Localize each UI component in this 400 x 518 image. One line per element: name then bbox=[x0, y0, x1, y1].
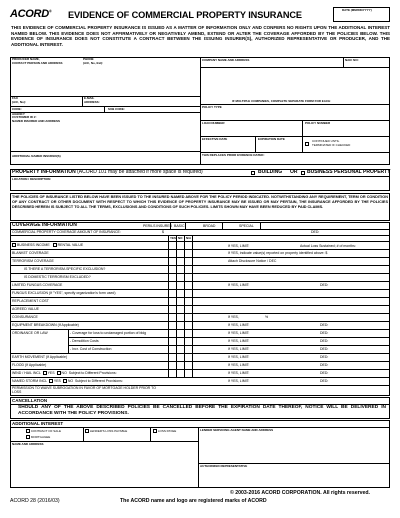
phone-label: PHONE bbox=[83, 57, 94, 61]
agreed-value-label: AGREED VALUE bbox=[12, 307, 39, 311]
fungus-ded-label: DED: bbox=[320, 283, 329, 287]
equipment-ded-label: DED: bbox=[320, 323, 329, 327]
special-label: SPECIAL bbox=[239, 224, 254, 228]
mortgagee-checkbox[interactable] bbox=[26, 435, 30, 439]
ordinance-undamaged-label: - Coverage for loss to undamaged portion of bldg bbox=[70, 331, 147, 335]
wind-hail-row bbox=[12, 371, 117, 375]
naic-label: NAIC NO: bbox=[345, 58, 359, 62]
contact-person-label: CONTACT PERSON AND ADDRESS bbox=[12, 60, 63, 65]
bpp-checkbox[interactable] bbox=[301, 171, 305, 175]
phone-ext-label: (A/C, No, Ext): bbox=[83, 60, 104, 65]
effective-date-label: EFFECTIVE DATE bbox=[202, 137, 228, 141]
code-label: CODE: bbox=[12, 107, 22, 111]
contract-sale-label: CONTRACT OF SALE bbox=[30, 428, 61, 433]
earth-ded-label: DED: bbox=[320, 355, 329, 359]
form-number: ACORD 28 (2016/03) bbox=[10, 498, 60, 504]
additional-named-insured-label: ADDITIONAL NAMED INSURED(S) bbox=[12, 154, 61, 158]
coinsurance-label: COINSURANCE bbox=[12, 315, 38, 319]
mortgagee-option bbox=[26, 435, 50, 439]
expiration-date-label: EXPIRATION DATE bbox=[258, 137, 285, 141]
storm-no-checkbox[interactable] bbox=[63, 379, 67, 383]
sub-code-label: SUB CODE: bbox=[108, 107, 125, 111]
mortgagee-label: MORTGAGEE bbox=[30, 434, 51, 439]
storm-yes-checkbox[interactable] bbox=[49, 379, 53, 383]
business-income-row bbox=[12, 243, 83, 247]
earth-movement-label: EARTH MOVEMENT (If Applicable) bbox=[12, 355, 68, 359]
storm-subject-label: Subject to Different Provisions: bbox=[75, 379, 123, 383]
email-address-label: ADDRESS: bbox=[84, 99, 100, 104]
storm-yes-label: YES bbox=[53, 379, 61, 383]
continued-label: CONTINUED UNTIL bbox=[312, 139, 340, 143]
no-header: NO bbox=[178, 236, 183, 240]
business-income-checkbox[interactable] bbox=[12, 243, 16, 247]
construction-ded-label: DED: bbox=[320, 347, 329, 351]
fungus-limit-label: If YES, LIMIT: bbox=[228, 283, 250, 287]
coinsurance-pct: % bbox=[265, 315, 269, 319]
ordinance-ded-label: DED: bbox=[320, 331, 329, 335]
or-label: OR bbox=[290, 169, 298, 175]
blanket-note: If YES, indicate value(s) reported on property identified above: $ bbox=[228, 251, 328, 255]
fax-ac-label: (A/C, No): bbox=[12, 99, 26, 104]
wind-hail-label: WIND / HAIL INCL bbox=[12, 371, 41, 375]
domestic-terrorism-label: IS DOMESTIC TERRORISM EXCLUDED? bbox=[24, 275, 91, 279]
wind-no-label: NO bbox=[61, 371, 67, 375]
email-label: E-MAIL bbox=[84, 96, 95, 100]
storm-ded-label: DED: bbox=[320, 379, 329, 383]
ai-name-address-label: NAME AND ADDRESS bbox=[12, 442, 44, 446]
basic-label: BASIC bbox=[174, 224, 185, 228]
wind-no-checkbox[interactable] bbox=[57, 371, 61, 375]
wind-yes-checkbox[interactable] bbox=[43, 371, 47, 375]
equipment-limit-label: If YES, LIMIT: bbox=[228, 323, 250, 327]
demolition-ded-label: DED: bbox=[320, 339, 329, 343]
building-checkbox[interactable] bbox=[251, 171, 255, 175]
terminated-label: TERMINATED IF CHECKED bbox=[312, 143, 351, 147]
na-header: N/A bbox=[186, 236, 192, 240]
loss-payee-option bbox=[153, 429, 176, 433]
yes-header: YES bbox=[170, 236, 177, 240]
trademark-text: The ACORD name and logo are registered marks of ACORD bbox=[120, 498, 267, 504]
lenders-loss-label: LENDER'S LOSS PAYABLE bbox=[89, 428, 128, 433]
flood-limit-label: If YES, LIMIT: bbox=[228, 363, 250, 367]
fax-label: FAX bbox=[12, 96, 18, 100]
producer-name-label: PRODUCER NAME, bbox=[12, 57, 40, 61]
coverage-title: COVERAGE INFORMATION bbox=[12, 222, 77, 228]
location-label: LOCATION / DESCRIPTION bbox=[12, 176, 51, 181]
construction-label: - Incr. Cost of Construction bbox=[70, 347, 112, 351]
copyright-text: © 2003-2016 ACORD CORPORATION. All rights reserved. bbox=[230, 490, 370, 496]
flood-label: FLOOD (If Applicable) bbox=[12, 363, 47, 367]
customer-id-label: CUSTOMER ID #: bbox=[12, 115, 37, 119]
company-name-label: COMPANY NAME AND ADDRESS bbox=[202, 58, 250, 62]
property-info-title: PROPERTY INFORMATION bbox=[12, 169, 76, 175]
policies-notice-text: THE POLICIES OF INSURANCE LISTED BELOW HAVE BEEN ISSUED TO THE INSURED NAMED ABOVE FOR THE POLICY PERIOD INDICATED. NOTWITHSTANDING ANY REQUIREMENT, TERM OR CONDITION OF ANY CONTRACT OR OTHER DOCUMENT WITH RESPECT TO WHICH THIS EVIDENCE OF PROPERTY INSURANCE MAY BE ISSUED OR MAY PERTAIN, THE INSURANCE AFFORDED BY THE POLICIES DESCRIBED HEREIN IS SUBJECT TO ALL THE TERMS, EXCLUSIONS AND CONDITIONS OF SUCH POLICIES. LIMITS SHOWN MAY HAVE BEEN REDUCED BY PAID CLAIMS. bbox=[12, 195, 388, 209]
storm-limit-label: If YES, LIMIT: bbox=[228, 379, 250, 383]
flood-ded-label: DED: bbox=[320, 363, 329, 367]
lender-servicing-label: LENDER SERVICING AGENT NAME AND ADDRESS bbox=[200, 428, 274, 432]
bi-limit-label: If YES, LIMIT: bbox=[228, 243, 250, 248]
lenders-loss-option bbox=[85, 429, 127, 433]
rental-value-checkbox[interactable] bbox=[53, 243, 57, 247]
broad-label: BROAD bbox=[203, 224, 216, 228]
subrogation-label: PERMISSION TO WAIVE SUBROGATION IN FAVOR OF MORTGAGE HOLDER PRIOR TO LOSS bbox=[12, 386, 156, 394]
terrorism-label: TERRORISM COVERAGE bbox=[12, 259, 54, 263]
acord101-note: (ACORD 101 may be attached if more space is required) bbox=[77, 169, 203, 175]
attach-disclosure-label: Attach Disclosure Notice / DEC bbox=[228, 259, 277, 263]
storm-no-label: NO bbox=[67, 379, 74, 383]
wind-limit-label: If YES, LIMIT: bbox=[228, 371, 250, 375]
ordinance-limit-label: If YES, LIMIT: bbox=[228, 331, 250, 335]
lenders-loss-checkbox[interactable] bbox=[85, 429, 89, 433]
equipment-breakdown-label: EQUIPMENT BREAKDOWN (If Applicable) bbox=[12, 323, 79, 327]
amount-ded-label: DED: bbox=[311, 230, 320, 234]
actual-loss-label: Actual Loss Sustained; # of months: bbox=[300, 243, 356, 248]
policy-type-label: POLICY TYPE bbox=[202, 105, 222, 109]
policy-number-label: POLICY NUMBER bbox=[305, 121, 331, 125]
contract-sale-option bbox=[26, 429, 61, 433]
fungus-exclusion-label: FUNGUS EXCLUSION (If "YES", specify organization's form used) bbox=[12, 291, 116, 295]
blanket-label: BLANKET COVERAGE bbox=[12, 251, 49, 255]
named-storm-row bbox=[12, 379, 123, 383]
rental-value-label: RENTAL VALUE bbox=[57, 243, 84, 247]
terminated-checkbox[interactable] bbox=[305, 142, 309, 146]
fungus-label: LIMITED FUNGUS COVERAGE bbox=[12, 283, 63, 287]
named-storm-label: NAMED STORM INCL bbox=[12, 379, 48, 383]
wind-subject-label: Subject to Different Provisions: bbox=[68, 371, 117, 375]
cancellation-text: SHOULD ANY OF THE ABOVE DESCRIBED POLICIES BE CANCELLED BEFORE THE EXPIRATION DATE THEREOF, NOTICE WILL BE DELIVERED IN ACCORDANCE WITH THE POLICY PROVISIONS. bbox=[18, 405, 386, 417]
loss-payee-label: LOSS PAYEE bbox=[157, 428, 177, 433]
replaces-label: THIS REPLACES PRIOR EVIDENCE DATED: bbox=[202, 152, 265, 157]
loan-number-label: LOAN NUMBER bbox=[202, 121, 225, 125]
logo-text: ACORD bbox=[10, 8, 49, 20]
authorized-rep-label: AUTHORIZED REPRESENTATIVE bbox=[200, 464, 248, 468]
logo-mark: ® bbox=[48, 8, 52, 14]
loss-payee-checkbox[interactable] bbox=[153, 429, 157, 433]
named-insured-label: NAMED INSURED AND ADDRESS bbox=[12, 119, 60, 123]
demolition-label: - Demolition Costs bbox=[70, 339, 99, 343]
agency-label: AGENCY bbox=[12, 112, 25, 116]
business-income-label: BUSINESS INCOME bbox=[16, 243, 50, 247]
contract-sale-checkbox[interactable] bbox=[26, 429, 30, 433]
wind-ded-label: DED: bbox=[320, 371, 329, 375]
property-info-header bbox=[12, 170, 203, 176]
notice-text: THIS EVIDENCE OF COMMERCIAL PROPERTY INSURANCE IS ISSUED AS A MATTER OF INFORMATION ONLY AND CONFERS NO RIGHTS UPON THE ADDITIONAL INTEREST NAMED BELOW. THIS EVIDENCE DOES NOT AFFIRMATIVELY OR NEGATIVELY AMEND, EXTEND OR ALTER THE COVERAGE AFFORDED BY THE POLICIES BELOW. THIS EVIDENCE OF INSURANCE DOES NOT CONSTITUTE A CONTRACT BETWEEN THE ISSUING INSURER(S), AUTHORIZED REPRESENTATIVE OR PRODUCER, AND THE ADDITIONAL INTEREST. bbox=[11, 25, 390, 47]
bpp-label: BUSINESS PERSONAL PROPERTY bbox=[307, 169, 391, 175]
amount-label: COMMERCIAL PROPERTY COVERAGE AMOUNT OF INSURANCE: bbox=[12, 230, 121, 234]
form-title: EVIDENCE OF COMMERCIAL PROPERTY INSURANCE bbox=[68, 10, 302, 20]
terrorism-specific-label: IS THERE A TERRORISM-SPECIFIC EXCLUSION? bbox=[24, 267, 106, 271]
replacement-cost-label: REPLACEMENT COST bbox=[12, 299, 49, 303]
multi-companies-note: IF MULTIPLE COMPANIES, COMPLETE SEPARATE FORM FOR EACH bbox=[232, 99, 331, 103]
ordinance-label: ORDINANCE OR LAW bbox=[12, 331, 48, 335]
coinsurance-if-yes: If YES, bbox=[228, 315, 239, 319]
amount-dollar: $ bbox=[162, 230, 164, 234]
date-box[interactable] bbox=[333, 7, 390, 22]
construction-limit-label: If YES, LIMIT: bbox=[228, 347, 250, 351]
perils-label: PERILS INSURED bbox=[143, 224, 173, 228]
wind-yes-label: YES bbox=[47, 371, 55, 375]
building-label: BUILDING bbox=[258, 169, 283, 175]
acord-logo bbox=[10, 8, 52, 20]
date-label: DATE (MM/DD/YYYY) bbox=[342, 8, 372, 12]
earth-limit-label: If YES, LIMIT: bbox=[228, 355, 250, 359]
cancellation-title: CANCELLATION bbox=[12, 398, 48, 403]
demolition-limit-label: If YES, LIMIT: bbox=[228, 339, 250, 343]
additional-interest-title: ADDITIONAL INTEREST bbox=[12, 421, 64, 426]
